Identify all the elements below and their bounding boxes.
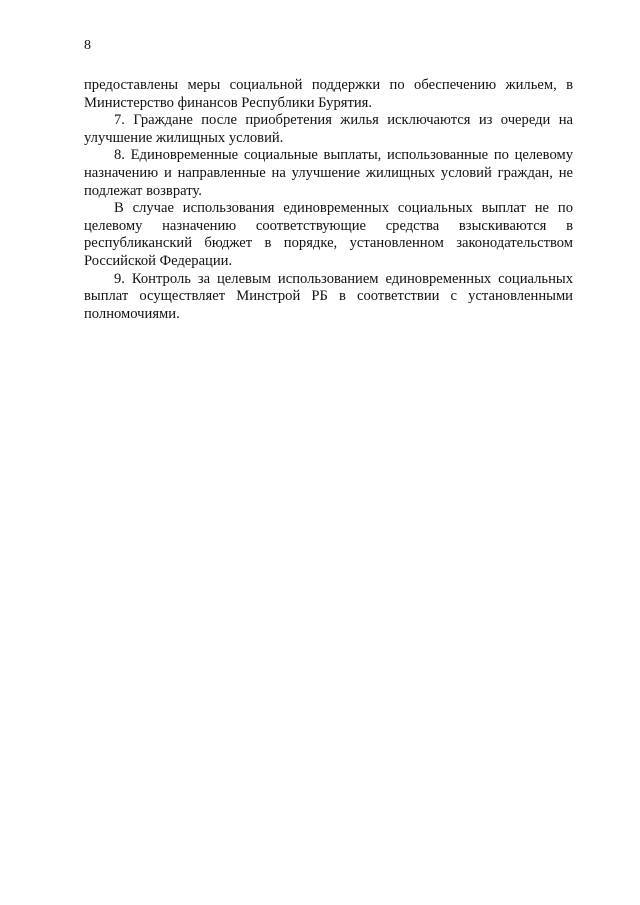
- document-body: [84, 77, 573, 323]
- paragraph-8: 8. Единовременные социальные выплаты, использованные по целевому назначению и направленные на улучшение жилищных условий граждан, не подлежат возврату.: [84, 147, 573, 199]
- paragraph-9: 9. Контроль за целевым использованием единовременных социальных выплат осуществляет Минстрой РБ в соответствии с установленными полномочиями.: [84, 270, 573, 322]
- paragraph-7: 7. Граждане после приобретения жилья исключаются из очереди на улучшение жилищных условий.: [84, 112, 573, 146]
- page-number: 8: [84, 38, 91, 53]
- paragraph-continuation: предоставлены меры социальной поддержки по обеспечению жильем, в Министерство финансов Республики Бурятия.: [84, 77, 573, 111]
- paragraph-misuse: В случае использования единовременных социальных выплат не по целевому назначению соответствующие средства взыскиваются в республиканский бюджет в порядке, установленном законодательством Российской Федерации.: [84, 200, 573, 269]
